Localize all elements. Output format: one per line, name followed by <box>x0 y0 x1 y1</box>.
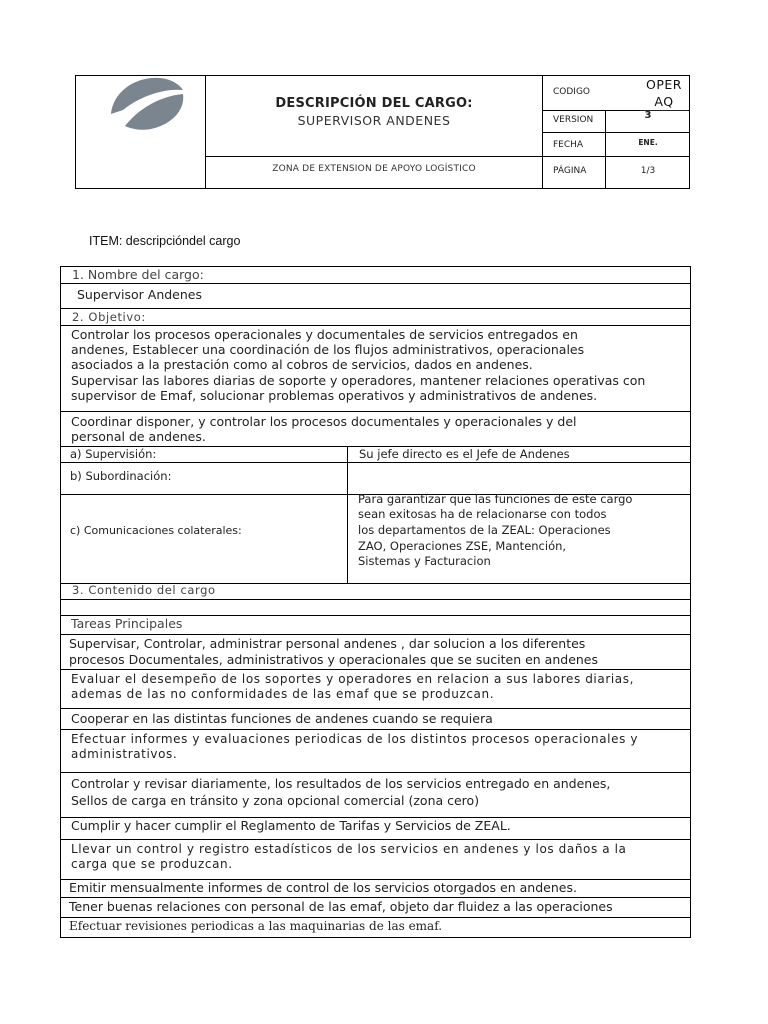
fecha-label: FECHA <box>553 140 584 150</box>
pagina-label: PÁGINA <box>553 166 587 176</box>
pagina-value: 1/3 <box>640 166 656 176</box>
subordinacion-label: b) Subordinación: <box>70 469 172 483</box>
objetivo-line: Controlar los procesos operacionales y documentales de servicios entregados en <box>71 327 578 342</box>
coordinar-line: personal de andenes. <box>71 429 206 444</box>
tarea-line: Llevar un control y registro estadísticos de los servicios en andenes y los daños a la <box>71 842 627 856</box>
nombre-value: Supervisor Andenes <box>77 287 202 302</box>
tarea-line: Controlar y revisar diariamente, los resultados de los servicios entregado en andenes, <box>71 776 611 791</box>
tarea-line: Evaluar el desempeño de los soportes y operadores en relacion a sus labores diarias, <box>71 672 635 686</box>
objetivo-line: Supervisar las labores diarias de soporte y operadores, mantener relaciones operativas con <box>71 373 646 388</box>
fecha-value: ENE. <box>638 138 658 147</box>
comunicaciones-line: sean exitosas ha de relacionarse con todos <box>358 507 607 521</box>
tarea-line: Cumplir y hacer cumplir el Reglamento de Tarifas y Servicios de ZEAL. <box>71 818 511 833</box>
codigo-value-line2: AQ <box>640 93 687 111</box>
tarea-line: Efectuar informes y evaluaciones periodicas de los distintos procesos operacionales y <box>71 732 639 746</box>
coordinar-line: Coordinar disponer, y controlar los procesos documentales y operacionales y del <box>71 414 577 429</box>
version-value: 3 <box>644 110 652 121</box>
comunicaciones-line: Para garantizar que las funciones de este cargo <box>358 492 633 506</box>
objetivo-line: asociados a la prestación como al cobros de servicios, dados en andenes. <box>71 357 533 372</box>
tarea-line: Efectuar revisiones periodicas a las maquinarias de las emaf. <box>69 919 443 933</box>
codigo-value <box>606 76 722 111</box>
tarea-line: Cooperar en las distintas funciones de andenes cuando se requiera <box>71 711 493 726</box>
codigo-label: CODIGO <box>553 87 591 97</box>
supervision-value: Su jefe directo es el Jefe de Andenes <box>359 447 570 461</box>
tarea-line: Emitir mensualmente informes de control de los servicios otorgados en andenes. <box>69 880 577 895</box>
document-title-block <box>206 96 542 128</box>
tarea-line: ademas de las no conformidades de las emaf que se produzcan. <box>71 687 495 701</box>
company-logo <box>105 74 185 132</box>
comunicaciones-line: Sistemas y Facturacion <box>358 554 491 568</box>
comunicaciones-line: los departamentos de la ZEAL: Operaciones <box>358 523 611 537</box>
document-subtitle: SUPERVISOR ANDENES <box>297 113 451 128</box>
nombre-label: 1. Nombre del cargo: <box>72 267 204 282</box>
tarea-line: carga que se produzcan. <box>71 857 233 871</box>
document-title: DESCRIPCIÓN DEL CARGO: <box>275 96 473 111</box>
supervision-label: a) Supervisión: <box>70 447 157 461</box>
tarea-line: Tener buenas relaciones con personal de las emaf, objeto dar fluidez a las operaciones <box>69 899 613 914</box>
contenido-label: 3. Contenido del cargo <box>72 583 216 597</box>
tareas-label: Tareas Principales <box>71 616 183 631</box>
tarea-line: Sellos de carga en tránsito y zona opcional comercial (zona cero) <box>71 793 480 808</box>
tarea-line: Supervisar, Controlar, administrar personal andenes , dar solucion a los diferentes <box>69 636 586 651</box>
tarea-line: administrativos. <box>71 747 178 761</box>
tarea-line: procesos Documentales, administrativos y operacionales que se suciten en andenes <box>69 652 599 667</box>
objetivo-line: andenes, Establecer una coordinación de los flujos administrativos, operacionales <box>71 342 585 357</box>
codigo-value-line1: OPER <box>646 77 682 92</box>
objetivo-label: 2. Objetivo: <box>72 310 146 324</box>
objetivo-line: supervisor de Emaf, solucionar problemas operativos y administrativos de andenes. <box>71 388 598 403</box>
version-label: VERSION <box>553 115 594 125</box>
zona-label: ZONA DE EXTENSION DE APOYO LOGÍSTICO <box>272 164 476 174</box>
comunicaciones-label: c) Comunicaciones colaterales: <box>70 524 242 537</box>
comunicaciones-line: ZAO, Operaciones ZSE, Mantención, <box>358 539 567 553</box>
item-title: ITEM: descripcióndel cargo <box>89 234 241 248</box>
